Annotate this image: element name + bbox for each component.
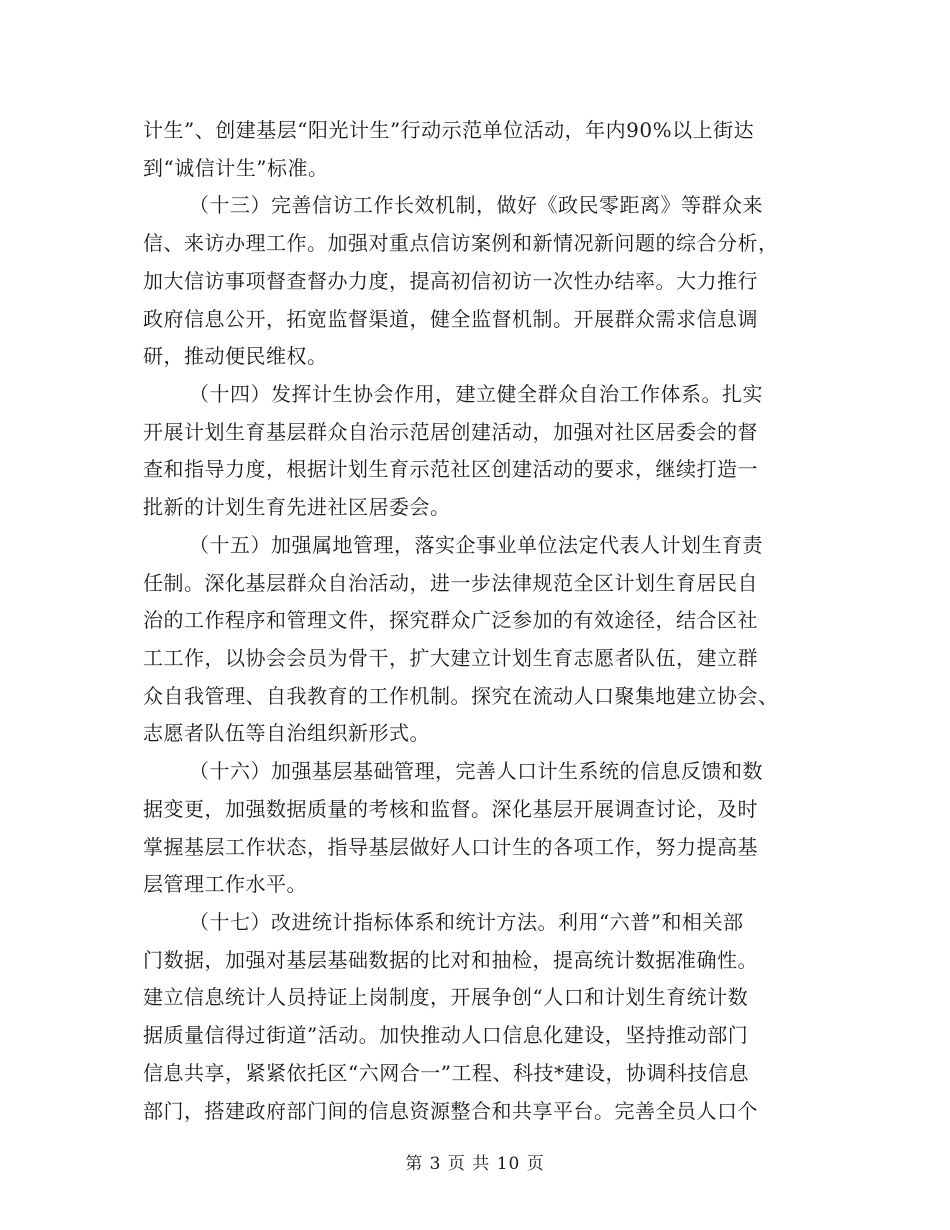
paragraph-15-first-line: （十五）加强属地管理，落实企事业单位法定代表人计划生育责 <box>189 533 763 557</box>
text-line: 据变更，加强数据质量的考核和监督。深化基层开展调查讨论，及时 <box>143 797 758 821</box>
page-number-footer: 第 3 页 共 10 页 <box>405 1154 545 1174</box>
text-line: 开展计划生育基层群众自治示范居创建活动，加强对社区居委会的督 <box>143 420 758 444</box>
paragraph-14-first-line: （十四）发挥计生协会作用，建立健全群众自治工作体系。扎实 <box>189 382 763 406</box>
text-line: 门数据，加强对基层基础数据的比对和抽检，提高统计数据准确性。 <box>143 948 758 972</box>
text-line: 工工作，以协会会员为骨干，扩大建立计划生育志愿者队伍，建立群 <box>143 646 758 670</box>
text-line: 掌握基层工作状态，指导基层做好人口计生的各项工作，努力提高基 <box>143 835 758 859</box>
text-line: 信、来访办理工作。加强对重点信访案例和新情况新问题的综合分析， <box>143 231 779 255</box>
text-line: 建立信息统计人员持证上岗制度，开展争创“人口和计划生育统计数 <box>143 985 749 1009</box>
text-line: 据质量信得过街道”活动。加快推动人口信息化建设，坚持推动部门 <box>143 1023 749 1047</box>
text-line: 部门，搭建政府部门间的信息资源整合和共享平台。完善全员人口个 <box>143 1099 758 1123</box>
text-line: 众自我管理、自我教育的工作机制。探究在流动人口聚集地建立协会、 <box>143 684 779 708</box>
text-line: 批新的计划生育先进社区居委会。 <box>143 495 451 519</box>
text-line: 到“诚信计生”标准。 <box>143 156 329 180</box>
text-line: 计生”、创建基层“阳光计生”行动示范单位活动，年内90%以上街达 <box>143 118 755 142</box>
text-line: 加大信访事项督查督办力度，提高初信初访一次性办结率。大力推行 <box>143 269 758 293</box>
paragraph-13-first-line: （十三）完善信访工作长效机制，做好《政民零距离》等群众来 <box>189 193 763 217</box>
paragraph-17-first-line: （十七）改进统计指标体系和统计方法。利用“六普”和相关部 <box>189 910 744 934</box>
text-line: 治的工作程序和管理文件，探究群众广泛参加的有效途径，结合区社 <box>143 608 758 632</box>
text-line: 志愿者队伍等自治组织新形式。 <box>143 721 430 745</box>
text-line: 查和指导力度，根据计划生育示范社区创建活动的要求，继续打造一 <box>143 457 758 481</box>
text-line: 信息共享，紧紧依托区“六网合一”工程、科技*建设，协调科技信息 <box>143 1061 749 1085</box>
paragraph-16-first-line: （十六）加强基层基础管理，完善人口计生系统的信息反馈和数 <box>189 759 763 783</box>
text-line: 任制。深化基层群众自治活动，进一步法律规范全区计划生育居民自 <box>143 571 758 595</box>
text-line: 研，推动便民维权。 <box>143 344 328 368</box>
text-line: 层管理工作水平。 <box>143 872 307 896</box>
text-line: 政府信息公开，拓宽监督渠道，健全监督机制。开展群众需求信息调 <box>143 307 758 331</box>
